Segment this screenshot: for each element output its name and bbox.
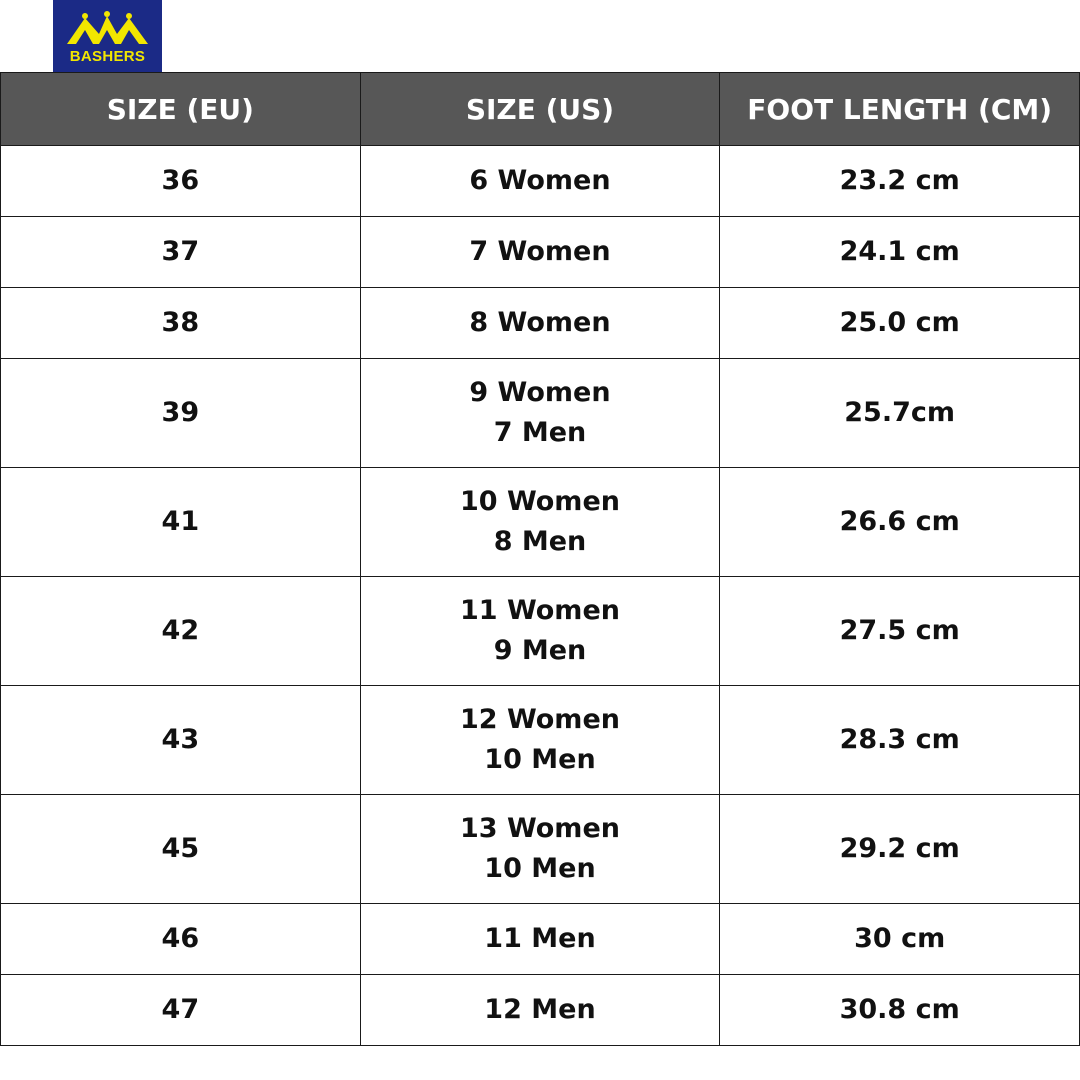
cell-size-eu: 37 xyxy=(1,217,361,288)
table-header-row xyxy=(1,73,1080,146)
us-size-line: 13 Women xyxy=(459,813,620,844)
cell-foot-length: 28.3 cm xyxy=(720,686,1080,795)
header-size-us: SIZE (US) xyxy=(360,73,720,146)
cell-foot-length: 24.1 cm xyxy=(720,217,1080,288)
mountain-logo-icon xyxy=(65,10,150,46)
cell-size-us xyxy=(360,146,720,217)
cell-size-eu: 36 xyxy=(1,146,361,217)
us-size-line: 10 Women xyxy=(459,486,620,517)
us-size-line: 10 Men xyxy=(484,853,596,884)
table-row xyxy=(1,146,1080,217)
cell-size-us xyxy=(360,904,720,975)
us-size-line: 11 Women xyxy=(459,595,620,626)
table-row xyxy=(1,686,1080,795)
cell-size-eu: 45 xyxy=(1,795,361,904)
us-size-line: 7 Women xyxy=(469,236,611,267)
header-size-eu: SIZE (EU) xyxy=(1,73,361,146)
cell-size-us xyxy=(360,686,720,795)
table-row xyxy=(1,904,1080,975)
table-row xyxy=(1,795,1080,904)
us-size-line: 8 Men xyxy=(493,526,587,557)
us-size-line: 8 Women xyxy=(469,307,611,338)
size-chart-table xyxy=(0,72,1080,1046)
us-size-line: 6 Women xyxy=(469,165,611,196)
table-row xyxy=(1,468,1080,577)
us-size-line: 9 Women xyxy=(469,377,611,408)
us-size-line: 11 Men xyxy=(484,923,596,954)
header-foot-length: FOOT LENGTH (CM) xyxy=(720,73,1080,146)
table-row xyxy=(1,359,1080,468)
brand-name: BASHERS xyxy=(69,48,146,65)
cell-foot-length: 27.5 cm xyxy=(720,577,1080,686)
cell-size-us xyxy=(360,577,720,686)
cell-size-eu: 43 xyxy=(1,686,361,795)
table-row xyxy=(1,975,1080,1046)
cell-foot-length: 25.0 cm xyxy=(720,288,1080,359)
cell-size-us xyxy=(360,359,720,468)
us-size-line: 12 Women xyxy=(459,704,620,735)
cell-size-us xyxy=(360,217,720,288)
brand-logo xyxy=(53,0,162,72)
cell-foot-length: 25.7cm xyxy=(720,359,1080,468)
cell-size-us xyxy=(360,468,720,577)
cell-size-eu: 39 xyxy=(1,359,361,468)
cell-size-eu: 38 xyxy=(1,288,361,359)
us-size-line: 10 Men xyxy=(484,744,596,775)
table-row xyxy=(1,288,1080,359)
cell-foot-length: 23.2 cm xyxy=(720,146,1080,217)
cell-size-us xyxy=(360,975,720,1046)
us-size-line: 12 Men xyxy=(484,994,596,1025)
cell-foot-length: 26.6 cm xyxy=(720,468,1080,577)
cell-foot-length: 29.2 cm xyxy=(720,795,1080,904)
us-size-line: 9 Men xyxy=(493,635,587,666)
table-row xyxy=(1,577,1080,686)
cell-size-eu: 46 xyxy=(1,904,361,975)
cell-size-eu: 42 xyxy=(1,577,361,686)
cell-size-eu: 47 xyxy=(1,975,361,1046)
cell-foot-length: 30 cm xyxy=(720,904,1080,975)
cell-size-us xyxy=(360,288,720,359)
cell-foot-length: 30.8 cm xyxy=(720,975,1080,1046)
cell-size-us xyxy=(360,795,720,904)
us-size-line: 7 Men xyxy=(493,417,587,448)
table-row xyxy=(1,217,1080,288)
cell-size-eu: 41 xyxy=(1,468,361,577)
